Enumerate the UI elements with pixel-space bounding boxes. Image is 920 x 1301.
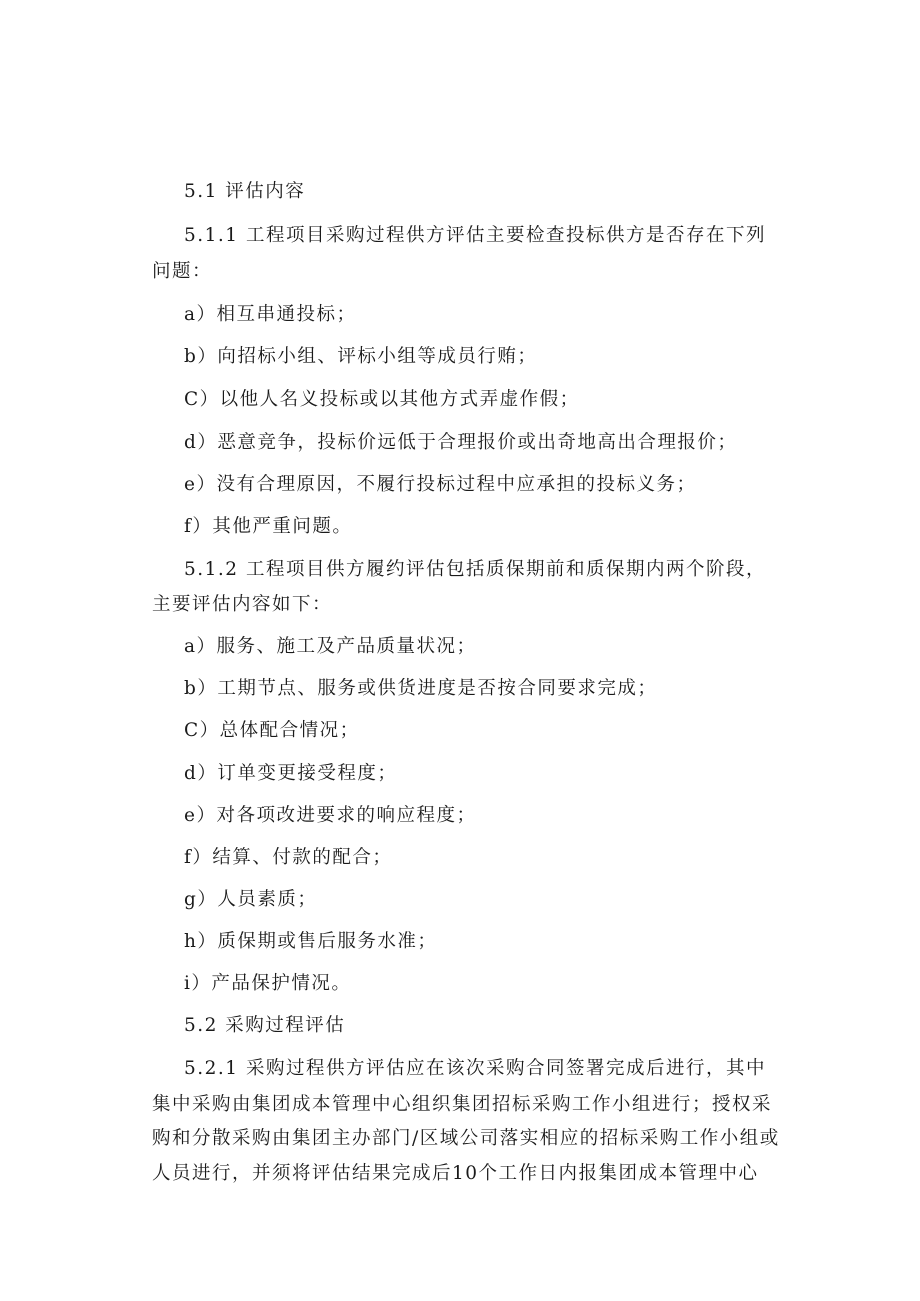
list-item-5-1-1-c: C）以他人名义投标或以其他方式弄虚作假； xyxy=(184,389,580,410)
list-item-5-1-2-a: a）服务、施工及产品质量状况； xyxy=(184,636,477,657)
paragraph-5-2-1-line-3: 购和分散采购由集团主办部门/区域公司落实相应的招标采购工作小组或 xyxy=(152,1128,780,1149)
section-heading-5-2: 5.2 采购过程评估 xyxy=(184,1015,346,1036)
list-item-5-1-2-b: b）工期节点、服务或供货进度是否按合同要求完成； xyxy=(184,678,658,699)
list-item-5-1-1-a: a）相互串通投标； xyxy=(184,304,357,325)
section-heading-5-1: 5.1 评估内容 xyxy=(184,181,306,202)
list-item-5-1-2-d: d）订单变更接受程度； xyxy=(184,763,398,784)
list-item-5-1-2-c: C）总体配合情况； xyxy=(184,720,360,741)
list-item-5-1-2-f: f）结算、付款的配合； xyxy=(184,847,393,868)
list-item-5-1-1-e: e）没有合理原因，不履行投标过程中应承担的投标义务； xyxy=(184,474,697,495)
list-item-5-1-2-e: e）对各项改进要求的响应程度； xyxy=(184,805,477,826)
list-item-5-1-2-g: g）人员素质； xyxy=(184,889,318,910)
paragraph-5-1-1-line-2: 问题： xyxy=(152,261,213,282)
list-item-5-1-1-b: b）向招标小组、评标小组等成员行贿； xyxy=(184,346,538,367)
paragraph-5-2-1-line-1: 5.2.1 采购过程供方评估应在该次采购合同签署完成后进行，其中 xyxy=(184,1058,766,1079)
list-item-5-1-1-f: f）其他严重问题。 xyxy=(184,516,353,537)
paragraph-5-2-1-line-4: 人员进行，并须将评估结果完成后10个工作日内报集团成本管理中心 xyxy=(152,1163,759,1184)
paragraph-5-1-2-line-1: 5.1.2 工程项目供方履约评估包括质保期前和质保期内两个阶段， xyxy=(184,559,766,580)
paragraph-5-2-1-line-2: 集中采购由集团成本管理中心组织集团招标采购工作小组进行；授权采 xyxy=(152,1094,773,1115)
paragraph-5-1-2-line-2: 主要评估内容如下： xyxy=(152,594,333,615)
list-item-5-1-2-h: h）质保期或售后服务水准； xyxy=(184,931,438,952)
list-item-5-1-2-i: i）产品保护情况。 xyxy=(184,973,352,994)
paragraph-5-1-1-line-1: 5.1.1 工程项目采购过程供方评估主要检查投标供方是否存在下列 xyxy=(184,225,766,246)
list-item-5-1-1-d: d）恶意竞争，投标价远低于合理报价或出奇地高出合理报价； xyxy=(184,432,738,453)
